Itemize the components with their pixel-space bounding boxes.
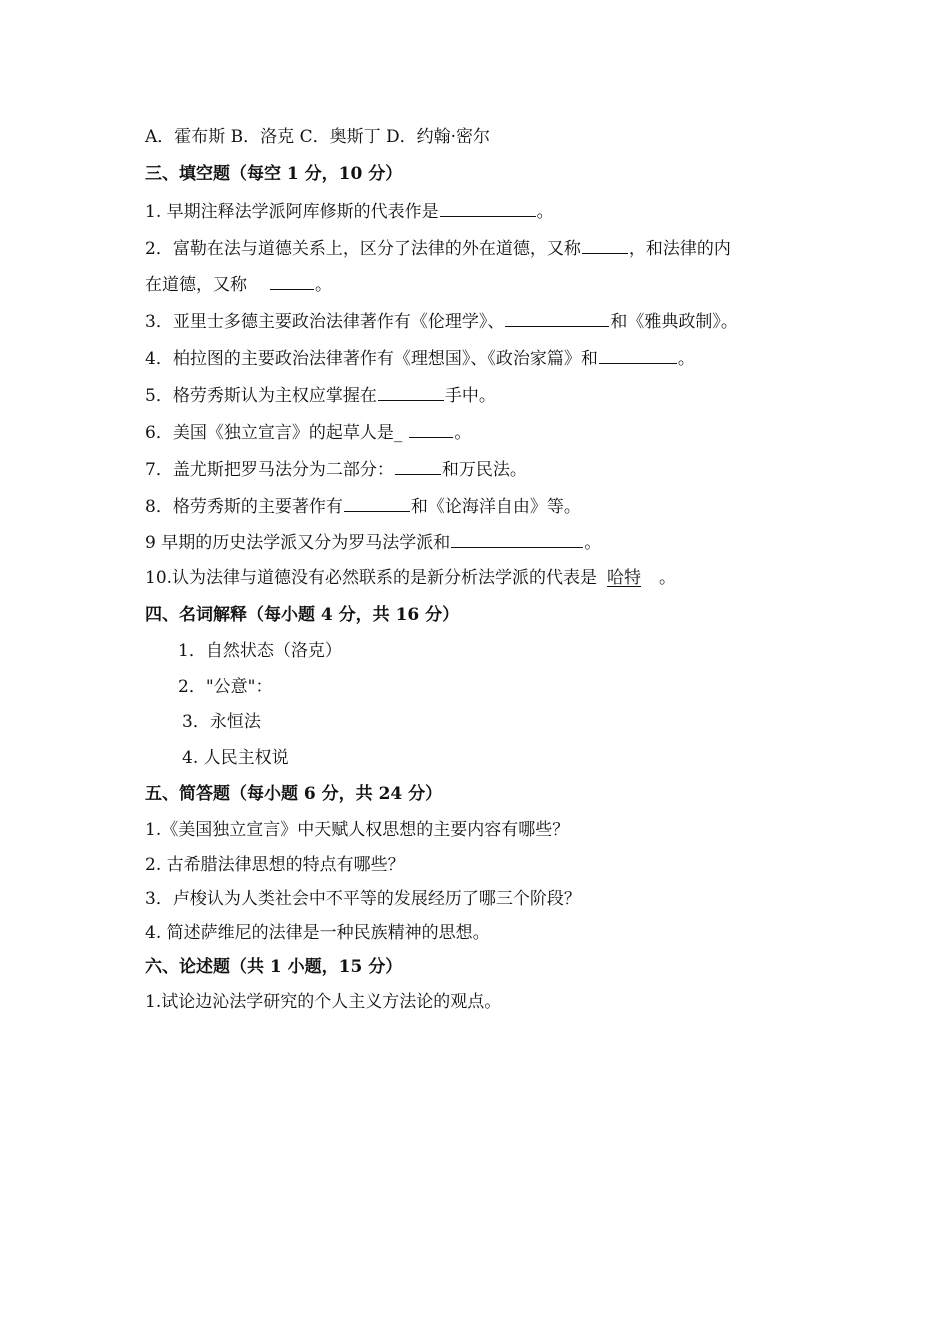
choice-options: A．霍布斯 B．洛克 C．奥斯丁 D．约翰·密尔: [145, 127, 491, 147]
fill-question-8: [145, 495, 581, 518]
fill-question-1: [145, 200, 554, 223]
short-answer-1: 1.《美国独立宣言》中天赋人权思想的主要内容有哪些？: [145, 820, 570, 840]
question-text: 。: [536, 202, 554, 222]
term-item-2: 2．"公意"：: [178, 677, 273, 697]
question-text: 4．柏拉图的主要政治法律著作有《理想国》、《政治家篇》和: [145, 349, 598, 369]
fill-question-2-continued: [145, 273, 332, 296]
question-text: 。: [659, 568, 677, 588]
section4-heading: 四、名词解释（每小题 4 分，共 16 分）: [145, 605, 460, 625]
question-text: 。: [454, 423, 472, 443]
answer-blank: [270, 273, 314, 290]
answer-blank: [395, 458, 441, 475]
answer-blank: [505, 310, 609, 327]
fill-question-2: [145, 237, 731, 260]
answer-blank: [440, 200, 536, 217]
short-answer-2: 2. 古希腊法律思想的特点有哪些？: [145, 855, 405, 875]
question-text: 3．亚里士多德主要政治法律著作有《伦理学》、: [145, 312, 505, 332]
term-item-3: 3．永恒法: [182, 712, 261, 732]
short-answer-4: 4. 简述萨维尼的法律是一种民族精神的思想。: [145, 923, 490, 943]
fill-question-6: [145, 421, 471, 444]
fill-question-9: [145, 531, 601, 554]
question-text: 和《雅典政制》。: [610, 312, 738, 332]
question-text: 6．美国《独立宣言》的起草人是: [145, 423, 394, 443]
answer-blank: [409, 421, 453, 438]
fill-question-7: [145, 458, 527, 481]
fill-question-5: [145, 384, 496, 407]
question-text: 1. 早期注释法学派阿库修斯的代表作是: [145, 202, 439, 222]
fill-question-4: [145, 347, 695, 370]
answer-blank: [451, 531, 583, 548]
fill-question-3: [145, 310, 738, 333]
question-text: 8．格劳秀斯的主要著作有: [145, 497, 343, 517]
short-answer-3: 3．卢梭认为人类社会中不平等的发展经历了哪三个阶段？: [145, 889, 581, 909]
question-text: 7．盖尤斯把罗马法分为二部分：: [145, 460, 394, 480]
question-text: 。: [677, 349, 695, 369]
question-text: 2．富勒在法与道德关系上，区分了法律的外在道德，又称: [145, 239, 581, 259]
essay-question-1: 1.试论边沁法学研究的个人主义方法论的观点。: [145, 992, 502, 1012]
question-text: 和《论海洋自由》等。: [410, 497, 581, 517]
fill-question-10: [145, 567, 676, 589]
question-text: 。: [584, 533, 602, 553]
answer-blank: [344, 495, 410, 512]
section5-heading: 五、简答题（每小题 6 分，共 24 分）: [145, 784, 443, 804]
question-text: 手中。: [444, 386, 496, 406]
question-text: 和万民法。: [441, 460, 527, 480]
question-text: 9 早期的历史法学派又分为罗马法学派和: [145, 533, 451, 553]
section3-heading: 三、填空题（每空 1 分，10 分）: [145, 164, 403, 184]
question-text: 10.认为法律与道德没有必然联系的是新分析法学派的代表是: [145, 568, 598, 588]
question-text: _: [393, 423, 403, 443]
answer-blank: [378, 384, 444, 401]
filled-answer: 哈特: [607, 568, 642, 588]
section6-heading: 六、论述题（共 1 小题，15 分）: [145, 957, 403, 977]
answer-blank: [599, 347, 677, 364]
term-item-1: 1．自然状态（洛克）: [178, 641, 342, 661]
question-text: 。: [315, 275, 332, 295]
question-text: 在道德，又称: [145, 275, 247, 295]
question-text: ，和法律的内: [628, 239, 731, 259]
answer-blank: [582, 237, 628, 254]
question-text: 5．格劳秀斯认为主权应掌握在: [145, 386, 377, 406]
term-item-4: 4. 人民主权说: [182, 748, 289, 768]
